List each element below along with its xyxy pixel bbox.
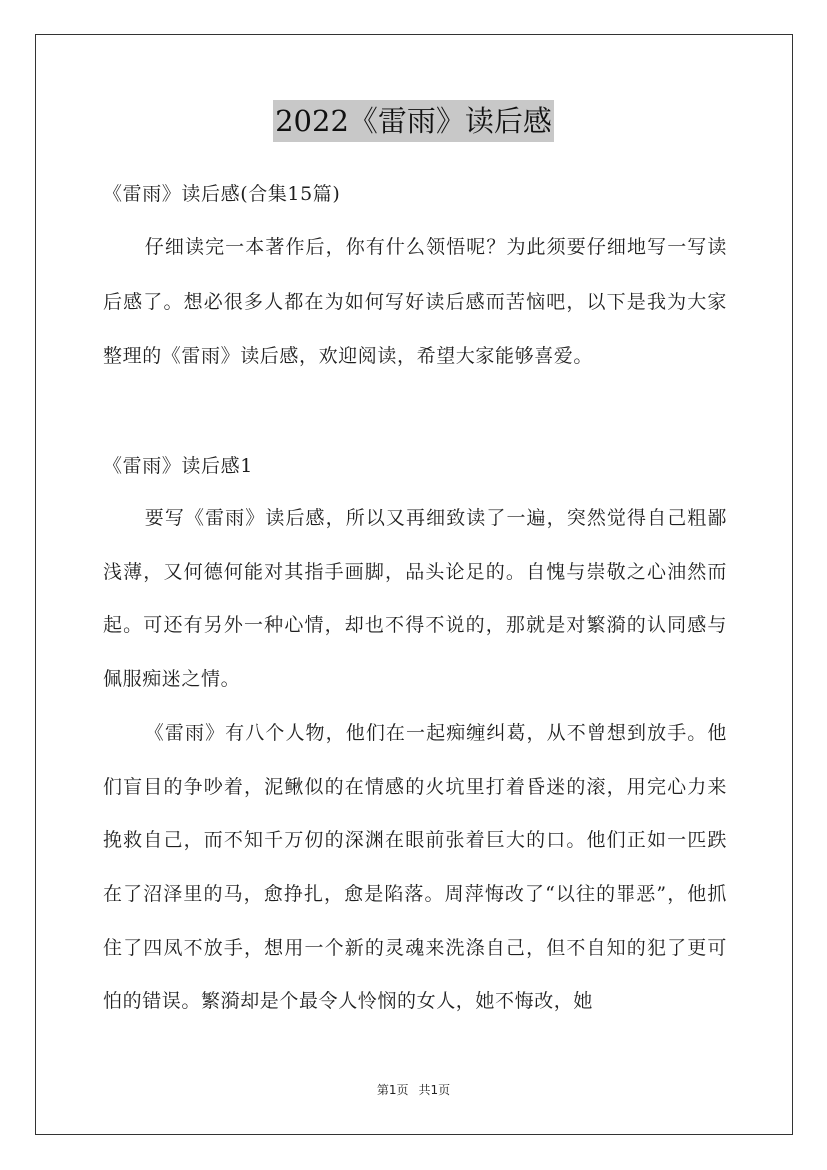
section-1-paragraph-1: 要写《雷雨》读后感，所以又再细致读了一遍，突然觉得自己粗鄙浅薄，又何德何能对其指手画脚，品头论足的。自愧与崇敬之心油然而起。可还有另外一种心情，却也不得不说的，那就是对繁漪的认同感与佩服痴迷之情。 bbox=[103, 507, 727, 691]
collection-heading: 《雷雨》读后感(合集15篇) bbox=[103, 183, 341, 205]
page-number: 第1页 bbox=[376, 1083, 409, 1097]
section-1-body bbox=[103, 492, 727, 1029]
page-total: 共1页 bbox=[418, 1083, 451, 1097]
intro-paragraph: 仔细读完一本著作后，你有什么领悟呢？为此须要仔细地写一写读后感了。想必很多人都在为如何写好读后感而苦恼吧，以下是我为大家整理的《雷雨》读后感，欢迎阅读，希望大家能够喜爱。 bbox=[103, 236, 727, 368]
intro-section bbox=[103, 220, 727, 384]
section-1-paragraph-2: 《雷雨》有八个人物，他们在一起痴缠纠葛，从不曾想到放手。他们盲目的争吵着，泥鳅似的在情感的火坑里打着昏迷的滚，用完心力来挽救自己，而不知千万仞的深渊在眼前张着巨大的口。他们正如一匹跌在了沼泽里的马，愈挣扎，愈是陷落。周萍悔改了“以往的罪恶”，他抓住了四凤不放手，想用一个新的灵魂来洗涤自己，但不自知的犯了更可怕的错误。繁漪却是个最令人怜悯的女人，她不悔改，她 bbox=[103, 721, 727, 1013]
section-1-heading: 《雷雨》读后感1 bbox=[103, 455, 253, 477]
title-container bbox=[0, 100, 827, 142]
page-footer bbox=[0, 1082, 827, 1098]
document-title: 2022《雷雨》读后感 bbox=[273, 100, 554, 142]
